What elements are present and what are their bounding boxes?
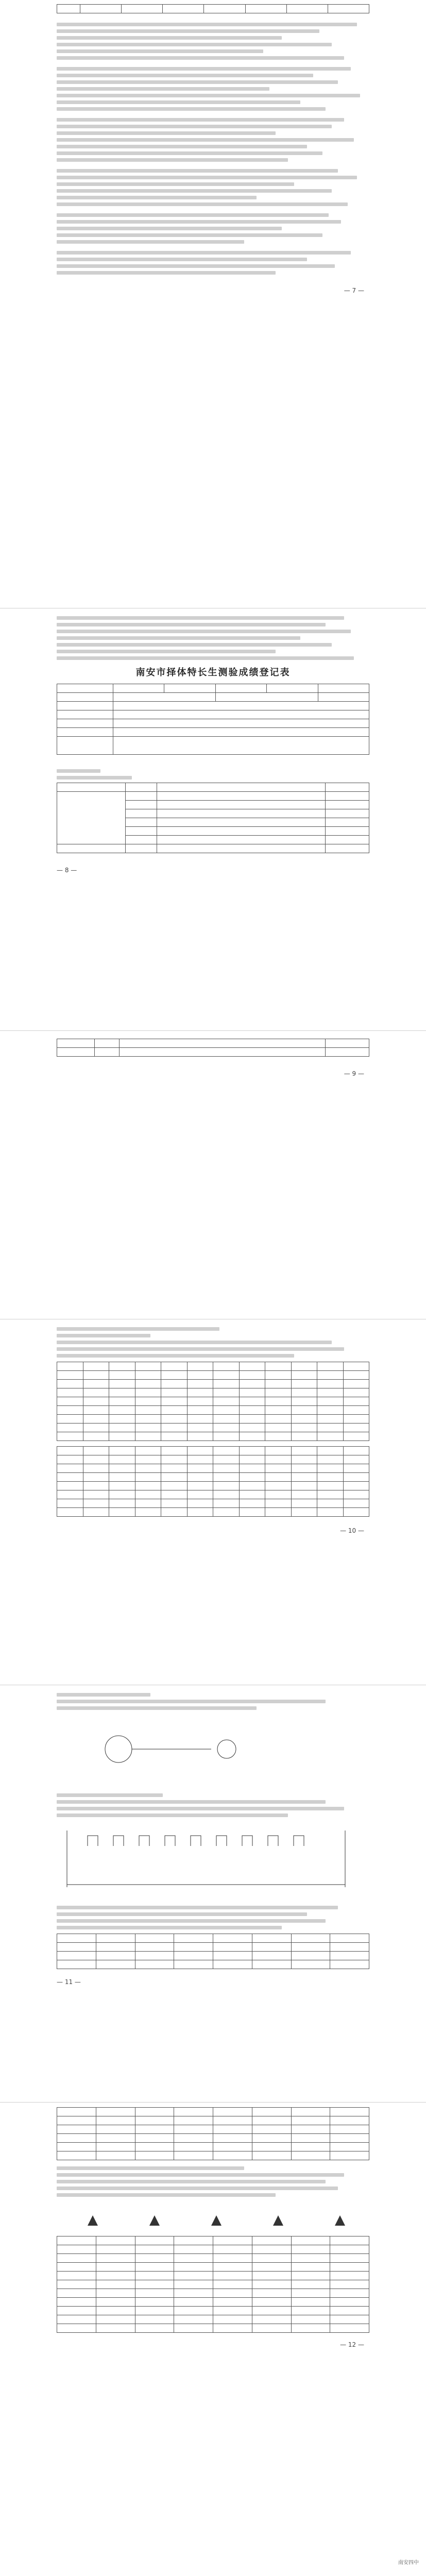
- watermark-label: 南安四中: [398, 2560, 419, 2566]
- page-number: — 10 —: [340, 1527, 364, 1534]
- text-block-8: [57, 1327, 369, 1358]
- text-block-6: [57, 251, 369, 275]
- top-table: [57, 4, 369, 13]
- page-1: [0, 0, 426, 294]
- text-block-1: [57, 23, 369, 60]
- page-2: [0, 613, 426, 874]
- zigzag-table: [57, 2236, 369, 2333]
- text-block-3: [57, 118, 369, 162]
- items-table-continued: [57, 1039, 369, 1057]
- text-block-12: [57, 2166, 369, 2197]
- score-table-1: [57, 1362, 369, 1441]
- page-6: [0, 2107, 426, 2348]
- text-block-2: [57, 67, 369, 111]
- hurdles-table: [57, 1934, 369, 1969]
- items-table: [57, 783, 369, 853]
- page-5: [0, 1690, 426, 1986]
- text-block-10: [57, 1793, 369, 1817]
- page-separator: [0, 1030, 426, 1031]
- score-table-2: [57, 1446, 369, 1517]
- section-4-heading: [57, 769, 369, 779]
- hurdles-diagram: [57, 1820, 369, 1903]
- page-number: — 12 —: [340, 2341, 364, 2348]
- form-title: 南安市择体特长生测验成绩登记表: [135, 667, 291, 678]
- text-block-9: [57, 1693, 369, 1710]
- text-block-5: [57, 213, 369, 244]
- zigzag-diagram: [57, 2200, 369, 2231]
- page-4: [0, 1324, 426, 1534]
- circle-diagram: [57, 1713, 369, 1790]
- page-number: — 8 —: [57, 867, 77, 874]
- text-block-4: [57, 169, 369, 206]
- page-number: — 11 —: [57, 1978, 81, 1986]
- page-3: [0, 1036, 426, 1077]
- registration-form-table: [57, 684, 369, 755]
- page-number: — 7 —: [344, 287, 364, 294]
- page-separator: [0, 2102, 426, 2103]
- text-block-7: [57, 616, 369, 660]
- time-table: [57, 2107, 369, 2160]
- page-number: — 9 —: [344, 1070, 364, 1077]
- text-block-11: [57, 1906, 369, 1929]
